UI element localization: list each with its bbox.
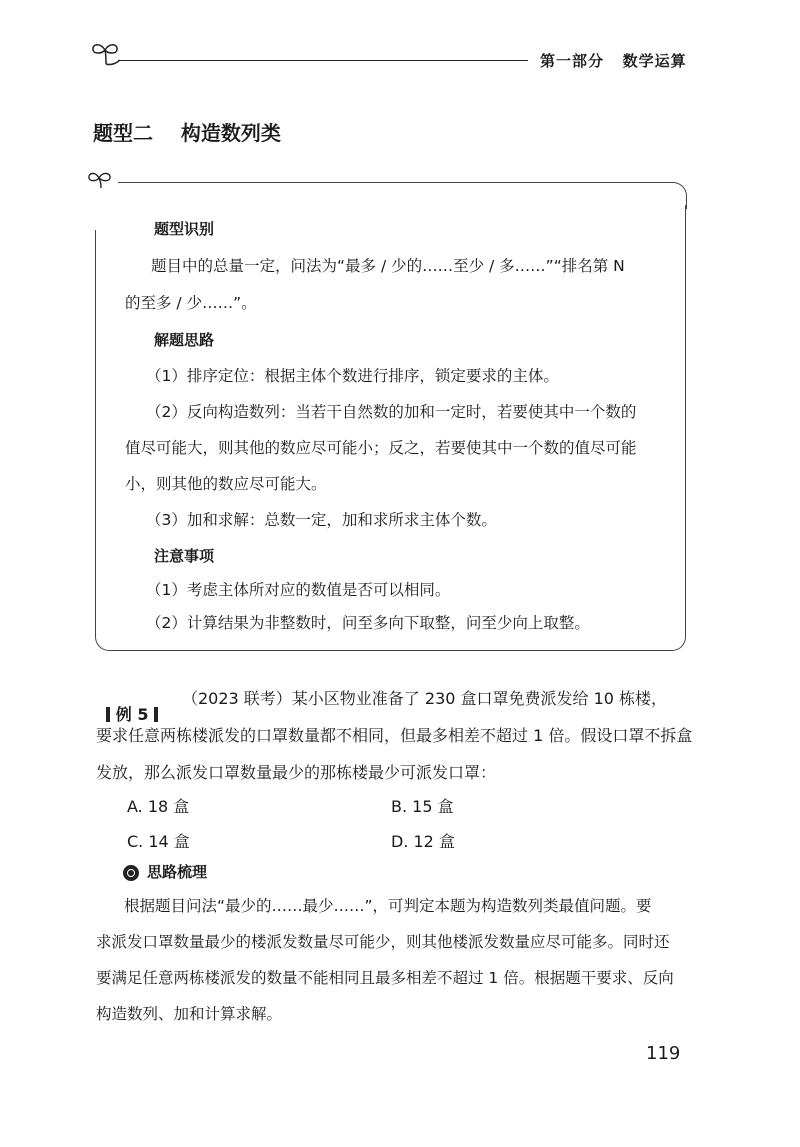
sprout-icon: [88, 38, 124, 68]
tip-box-corner: [660, 182, 687, 209]
page-number: 119: [646, 1043, 681, 1064]
analysis-text: 要满足任意两栋楼派发的数量不能相同且最多相差不超过 1 倍。根据题干要求、反向: [96, 969, 674, 987]
example-text: 要求任意两栋楼派发的口罩数量都不相同，但最多相差不超过 1 倍。假设口罩不拆盒: [96, 726, 693, 745]
sprout-icon: [86, 168, 116, 192]
tip-box-left-border: [95, 230, 96, 630]
example-text: （2023 联考）某小区物业准备了 230 盒口罩免费派发给 10 栋楼，: [182, 689, 668, 708]
analysis-text: 构造数列、加和计算求解。: [96, 1005, 283, 1023]
box-step: 小，则其他的数应尽可能大。: [125, 475, 327, 493]
box-paragraph: 的至多 / 少……”。: [125, 294, 257, 312]
tip-box-top-border: [118, 182, 670, 183]
box-note: （2）计算结果为非整数时，问至多向下取整，问至少向上取整。: [146, 614, 590, 632]
gear-badge-icon: [123, 865, 139, 881]
analysis-text: 求派发口罩数量最少的楼派发数量尽可能少，则其他楼派发数量应尽可能多。同时还: [96, 933, 670, 951]
box-step: （2）反向构造数列：当若干自然数的加和一定时，若要使其中一个数的: [146, 403, 637, 421]
option-b: B. 15 盒: [391, 797, 454, 816]
tip-box-bl-corner: [95, 612, 126, 651]
example-label: [96, 691, 158, 723]
example-text: 发放，那么派发口罩数量最少的那栋楼最少可派发口罩：: [96, 763, 497, 782]
tip-box-br-corner: [660, 625, 686, 651]
bracket-bar-icon: [154, 707, 158, 722]
analysis-text: 根据题目问法“最少的……最少……”，可判定本题为构造数列类最值问题。要: [124, 897, 652, 915]
box-step: （3）加和求解：总数一定，加和求所求主体个数。: [146, 511, 497, 529]
box-heading-notes: 注意事项: [154, 547, 215, 565]
analysis-heading: 思路梳理: [147, 863, 208, 881]
box-step: （1）排序定位：根据主体个数进行排序，锁定要求的主体。: [146, 367, 559, 385]
header-title: 第一部分 数学运算: [540, 52, 687, 70]
option-d: D. 12 盒: [391, 832, 455, 851]
section-title: 题型二 构造数列类: [93, 121, 281, 145]
option-c: C. 14 盒: [127, 832, 190, 851]
box-note: （1）考虑主体所对应的数值是否可以相同。: [146, 581, 451, 599]
box-paragraph: 题目中的总量一定，问法为“最多 / 少的……至少 / 多……”“排名第 N: [151, 257, 625, 275]
example-number: 例 5: [115, 705, 149, 724]
box-step: 值尽可能大，则其他的数应尽可能小；反之，若要使其中一个数的值尽可能: [125, 439, 637, 457]
box-heading-approach: 解题思路: [154, 331, 215, 349]
option-a: A. 18 盒: [127, 797, 190, 816]
tip-box-bottom-border: [120, 650, 660, 651]
tip-box-right-border: [685, 205, 686, 625]
header-rule: [118, 60, 528, 61]
box-heading-identify: 题型识别: [154, 220, 215, 238]
